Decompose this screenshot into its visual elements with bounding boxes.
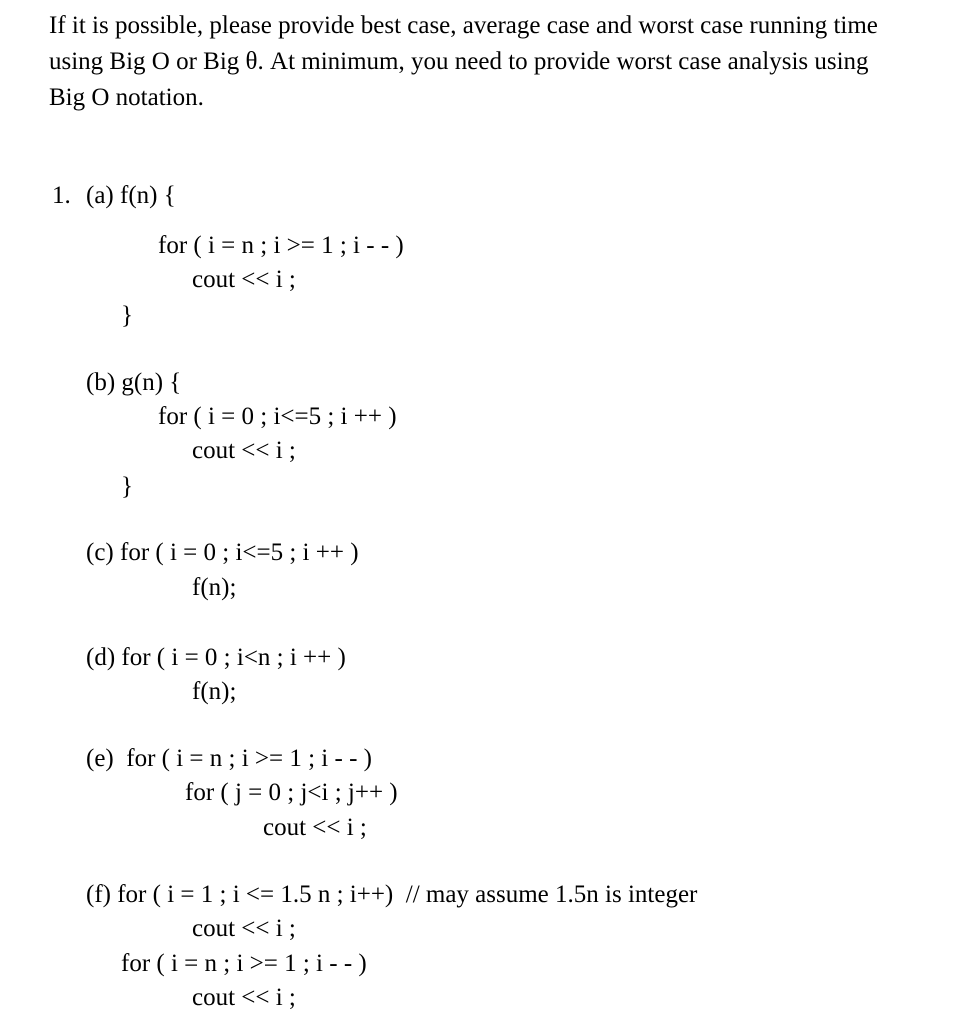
instructions-paragraph	[49, 8, 974, 116]
part-d-loop: (d) for ( i = 0 ; i<n ; i ++ )	[86, 644, 346, 671]
part-b-close-brace: }	[121, 473, 133, 500]
part-f-first-loop: (f) for ( i = 1 ; i <= 1.5 n ; i++) // may assume 1.5n is integer	[86, 881, 698, 908]
part-c-body: f(n);	[192, 574, 237, 601]
part-f-first-body: cout << i ;	[192, 915, 296, 942]
part-b-body: cout << i ;	[192, 437, 296, 464]
instructions-line: Big O notation.	[49, 84, 204, 111]
instructions-line: using Big O or Big θ. At minimum, you need to provide worst case analysis using	[49, 48, 869, 75]
part-e-outer-loop: (e) for ( i = n ; i >= 1 ; i - - )	[86, 745, 372, 772]
part-b-header: (b) g(n) {	[86, 369, 182, 396]
part-c-loop: (c) for ( i = 0 ; i<=5 ; i ++ )	[86, 539, 359, 566]
part-f-second-loop: for ( i = n ; i >= 1 ; i - - )	[121, 950, 367, 977]
part-b-loop: for ( i = 0 ; i<=5 ; i ++ )	[158, 403, 397, 430]
part-a-header: (a) f(n) {	[86, 182, 176, 209]
part-a-loop: for ( i = n ; i >= 1 ; i - - )	[158, 232, 404, 259]
part-a-close-brace: }	[121, 302, 133, 329]
part-f-second-body: cout << i ;	[192, 984, 296, 1011]
part-a-body: cout << i ;	[192, 266, 296, 293]
part-e-inner-loop: for ( j = 0 ; j<i ; j++ )	[185, 779, 398, 806]
part-d-body: f(n);	[192, 678, 237, 705]
problem-number: 1.	[52, 182, 71, 209]
instructions-line: If it is possible, please provide best case, average case and worst case running time	[49, 12, 878, 39]
part-e-body: cout << i ;	[263, 814, 367, 841]
